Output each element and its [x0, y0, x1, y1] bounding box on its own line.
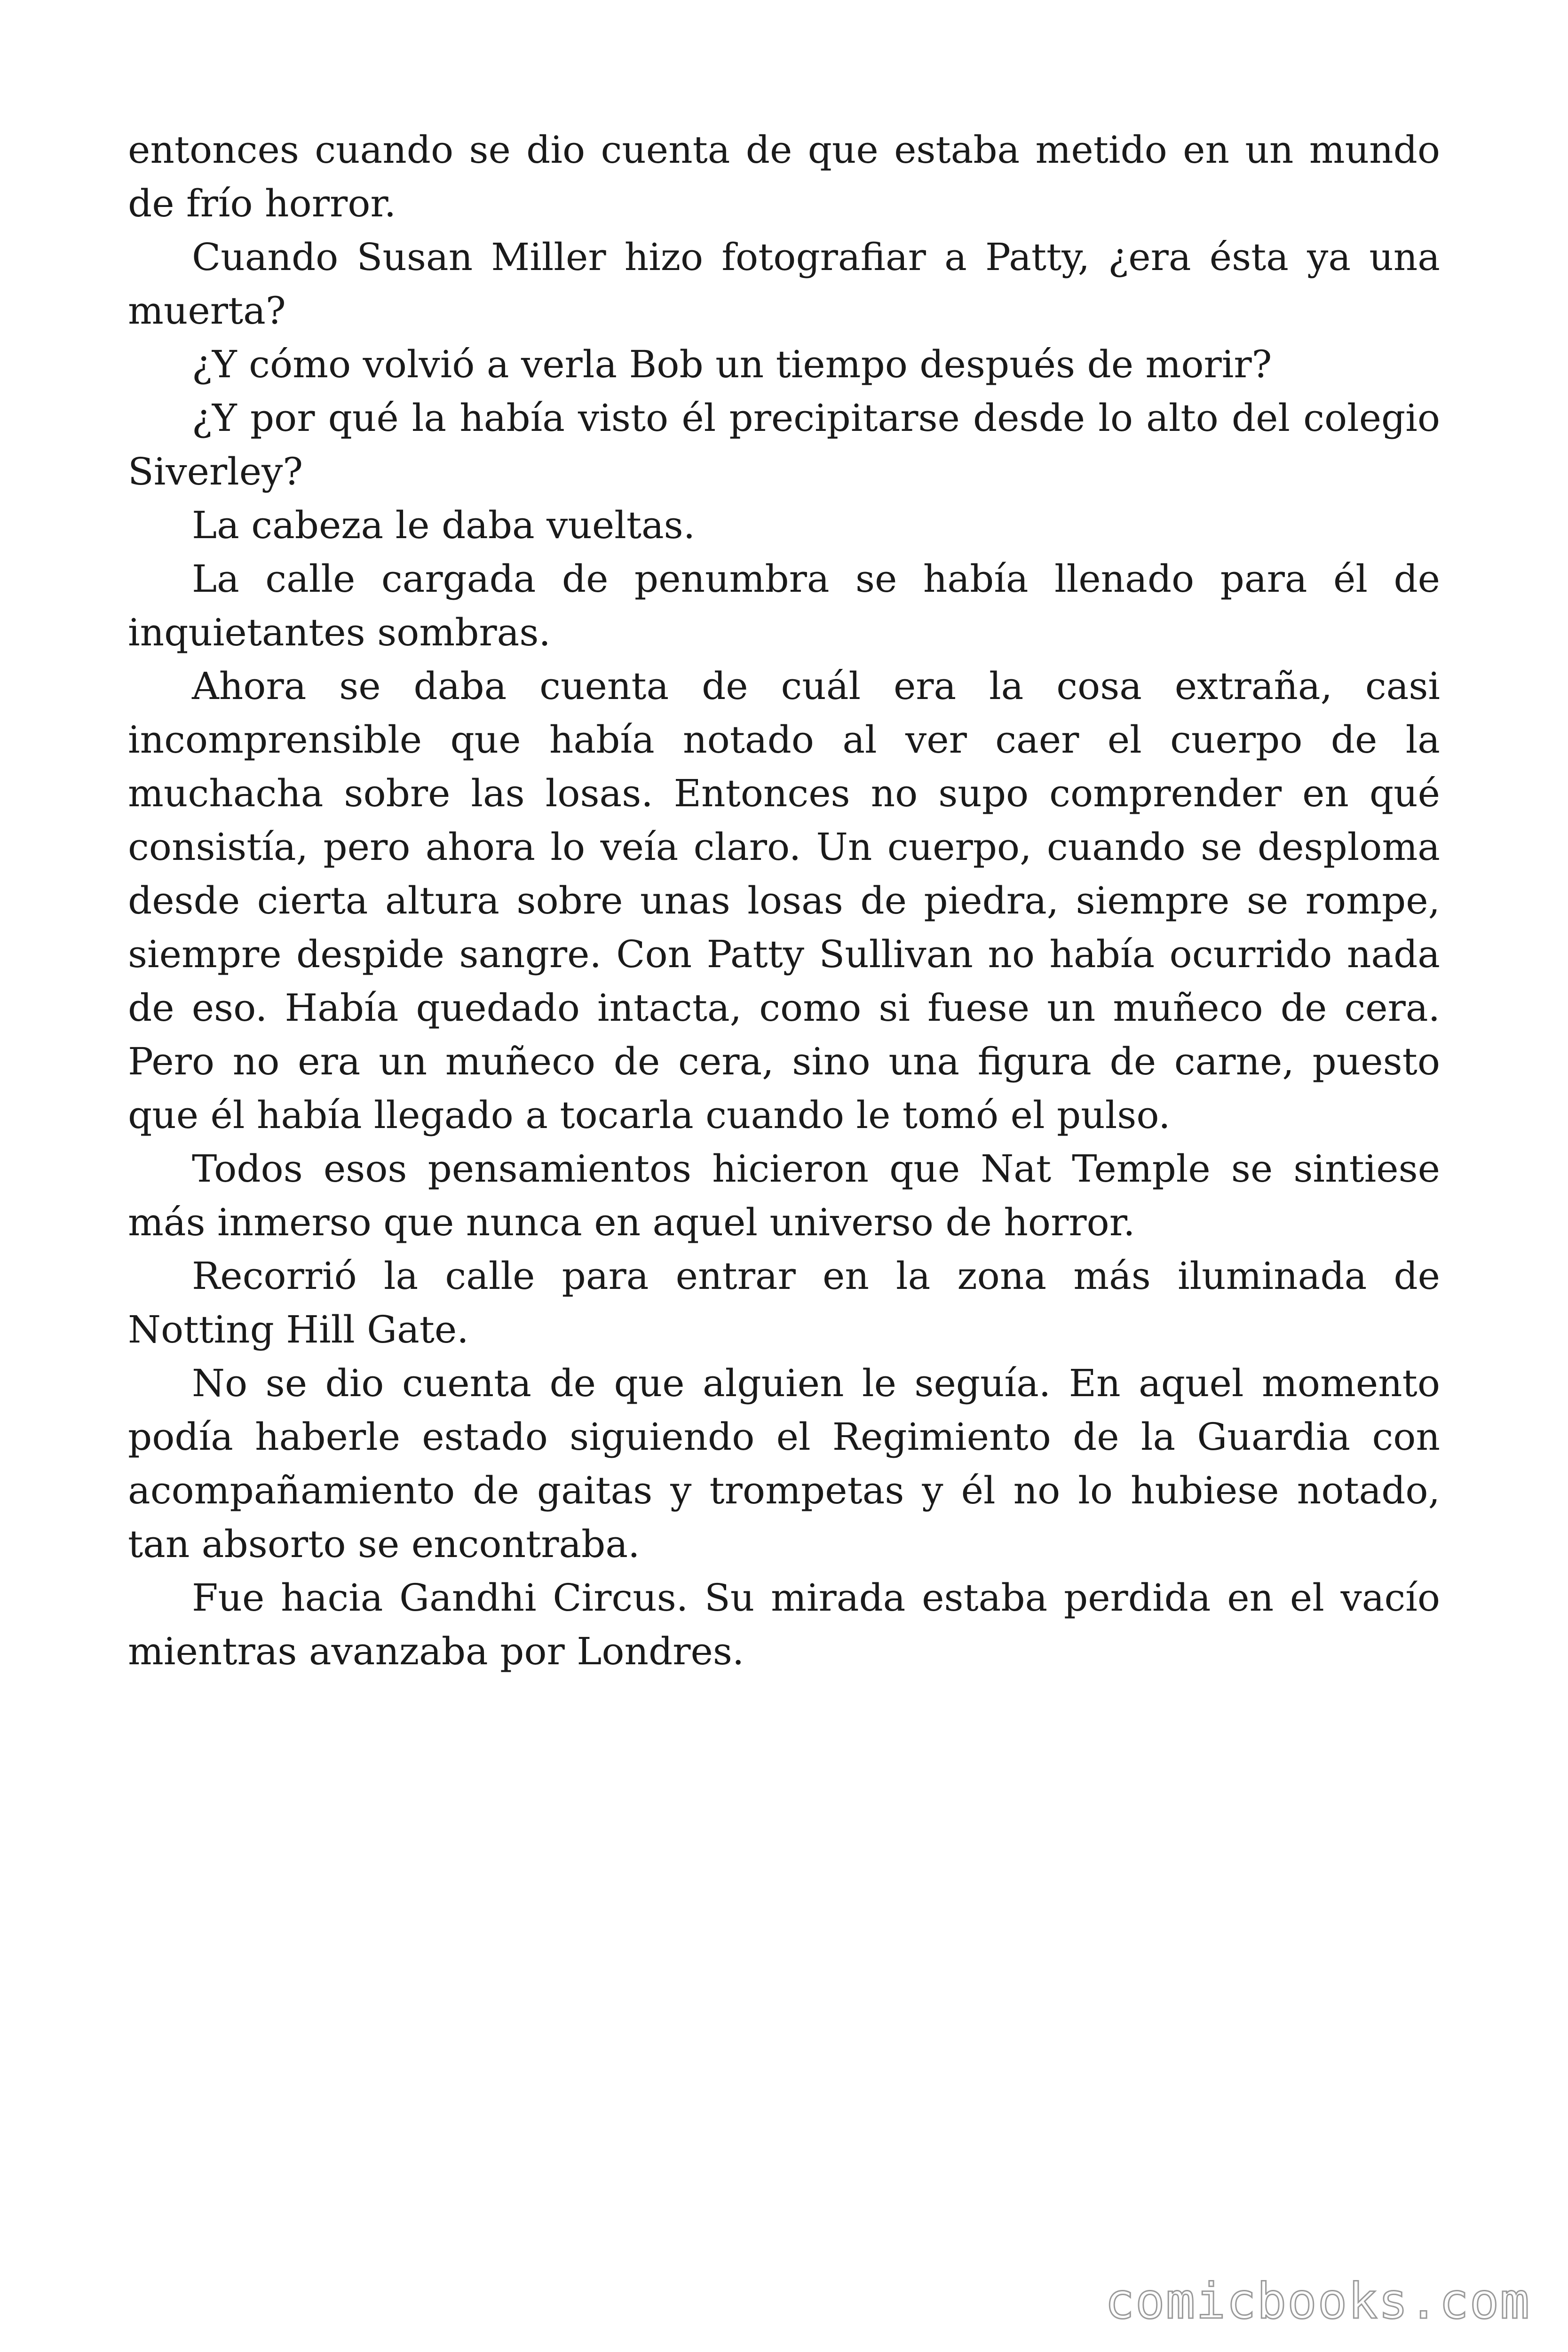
paragraph: No se dio cuenta de que alguien le seguía. En aquel momento podía haberle estado siguiendo el Regimiento de la Guardia con acompañamiento de gaitas y trompetas y él no lo hubiese notado, tan absorto se encontraba. — [128, 1361, 1440, 1566]
paragraph-continuation: entonces cuando se dio cuenta de que estaba metido en un mundo de frío horror. — [128, 128, 1440, 225]
paragraph: La calle cargada de penumbra se había llenado para él de inquietantes sombras. — [128, 557, 1440, 654]
paragraph: Cuando Susan Miller hizo fotografiar a Patty, ¿era ésta ya una muerta? — [128, 235, 1440, 333]
watermark: comicbooks.com — [1105, 2273, 1530, 2330]
paragraph: La cabeza le daba vueltas. — [192, 503, 696, 547]
paragraph: ¿Y por qué la había visto él precipitarse desde lo alto del colegio Siverley? — [128, 396, 1440, 493]
page-body — [128, 123, 1440, 1678]
paragraph: Todos esos pensamientos hicieron que Nat Temple se sintiese más inmerso que nunca en aquel universo de horror. — [128, 1147, 1440, 1244]
paragraph: Fue hacia Gandhi Circus. Su mirada estaba perdida en el vacío mientras avanzaba por Londres. — [128, 1576, 1440, 1673]
paragraph: ¿Y cómo volvió a verla Bob un tiempo después de morir? — [192, 342, 1272, 386]
paragraph: Recorrió la calle para entrar en la zona más iluminada de Notting Hill Gate. — [128, 1254, 1440, 1351]
paragraph: Ahora se daba cuenta de cuál era la cosa extraña, casi incomprensible que había notado al ver caer el cuerpo de la muchacha sobre las losas. Entonces no supo comprender en qué consistía, pero ahora lo veía claro. Un cuerpo, cuando se desploma desde cierta altura sobre unas losas de piedra, siempre se rompe, siempre despide sangre. Con Patty Sullivan no había ocurrido nada de eso. Había quedado intacta, como si fuese un muñeco de cera. Pero no era un muñeco de cera, sino una figura de carne, puesto que él había llegado a tocarla cuando le tomó el pulso. — [128, 664, 1440, 1137]
